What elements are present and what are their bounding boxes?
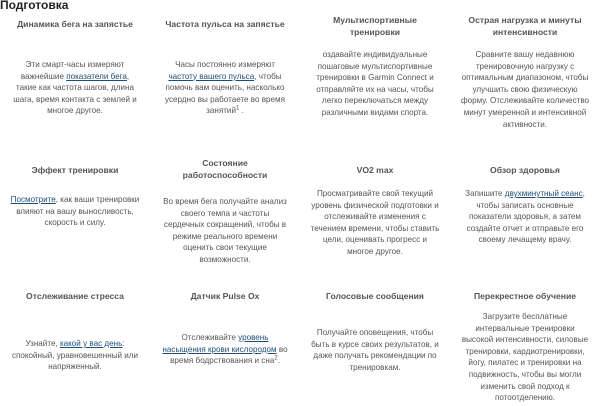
feature-card-training-effect: [0, 164, 150, 229]
feature-title: Отслеживание стресса: [26, 291, 124, 301]
pulse-ox-link[interactable]: уровень насыщения крови кислородом: [162, 333, 277, 354]
training-effect-link[interactable]: Посмотрите: [10, 195, 56, 204]
feature-card-cross-training: [450, 290, 600, 404]
feature-title: Обзор здоровья: [490, 165, 560, 175]
feature-title: VO2 max: [356, 165, 394, 175]
feature-title: Перекрестное обучение: [473, 291, 577, 301]
feature-description: Получайте оповещения, чтобы быть в курсе своих результатов, и даже получать рекомендации по тренировкам.: [311, 328, 439, 372]
text: .: [239, 106, 244, 116]
text: Эти смарт-часы измеряют важнейшие: [20, 60, 125, 81]
feature-title: Частота пульса на запястье: [165, 19, 285, 29]
feature-card-health-snapshot: [450, 164, 600, 246]
text: Часы постоянно измеряют: [175, 60, 275, 69]
feature-card-voice-messages: [300, 290, 450, 373]
feature-description: [10, 338, 140, 373]
health-snapshot-link[interactable]: двухминутный сеанс: [504, 189, 583, 198]
feature-title: Эффект тренировки: [31, 165, 119, 175]
feature-title: Острая нагрузка и минуты интенсивности: [468, 15, 582, 37]
text: во время бодрствования и сна: [170, 344, 288, 366]
feature-card-multisport: [300, 14, 450, 119]
feature-card-performance-condition: [150, 157, 300, 266]
feature-description: оздавайте индивидуальные пошаговые мультиспортивные тренировки в Garmin Connect и отправляйте их на часы, чтобы легко переключаться между различными видами спорта.: [316, 50, 434, 117]
text: , чтобы записать основные показатели здоровья, а затем создайте отчет и отправьте его своему лечащему врачу.: [466, 189, 585, 245]
feature-description: [160, 59, 290, 117]
features-grid: [0, 14, 600, 406]
running-metrics-link[interactable]: показатели бега: [66, 71, 127, 81]
text: , как ваши тренировки влияют на вашу выносливость, скорость и силу.: [16, 195, 140, 228]
feature-description: [460, 188, 590, 246]
feature-description: Сравните вашу недавнюю тренировочную нагрузку с оптимальным диапазоном, чтобы улучшить свою физическую форму. Отслеживайте количество минут умеренной и интенсивной активности.: [460, 50, 590, 129]
footnote-marker: 2: [274, 355, 278, 362]
feature-title: Голосовые сообщения: [326, 291, 424, 301]
feature-title: Датчик Pulse Ox: [190, 291, 260, 301]
heart-rate-link[interactable]: частоту вашего пульса: [168, 71, 255, 81]
feature-description: [10, 194, 140, 229]
feature-title: Мультиспортивные тренировки: [333, 15, 417, 37]
feature-title: Динамика бега на запястье: [17, 19, 133, 29]
feature-description: [160, 332, 290, 367]
stress-link[interactable]: какой у вас день: [59, 339, 123, 348]
feature-card-running-dynamics: [0, 18, 150, 117]
feature-description: Просматривайте свой текущий уровень физической подготовки и отслеживайте изменения с течением времени, чтобы ставить цели, оценивать прогресс и многое другое.: [310, 189, 440, 256]
feature-card-wrist-hr: [150, 18, 300, 117]
feature-card-pulse-ox: [150, 290, 300, 367]
footnote-marker: 1: [235, 105, 240, 112]
feature-card-stress-tracking: [0, 290, 150, 373]
feature-description: [10, 59, 140, 117]
feature-description: Во время бега получайте анализ своего темпа и частоты сердечных сокращений, чтобы в режиме реального времени оценить свои текущие возможности.: [163, 197, 287, 264]
text: Узнайте,: [25, 339, 60, 348]
text: Отслеживайте: [181, 333, 239, 342]
feature-title: Состояние работоспособности: [182, 158, 268, 180]
section-title: Подготовка: [0, 0, 69, 12]
text: : спокойный, уравновешенный или напряженный.: [11, 339, 139, 372]
feature-card-acute-load: [450, 14, 600, 130]
feature-card-vo2max: [300, 164, 450, 258]
feature-description: Загрузите бесплатные интервальные тренировки высокой интенсивности, силовые тренировки, кардиотренировки, йогу, пилатес и тренировки на подвижность, чтобы вы могли изменить свой подход к потоотделению.: [461, 312, 589, 403]
text: Запишите: [465, 189, 505, 198]
text: , такие как частота шагов, длина шага, время контакта с землей и многое другое.: [13, 71, 137, 116]
text: .: [277, 356, 280, 366]
text: , чтобы помочь вам оценить, насколько усердно вы работаете во время занятий: [164, 71, 285, 116]
